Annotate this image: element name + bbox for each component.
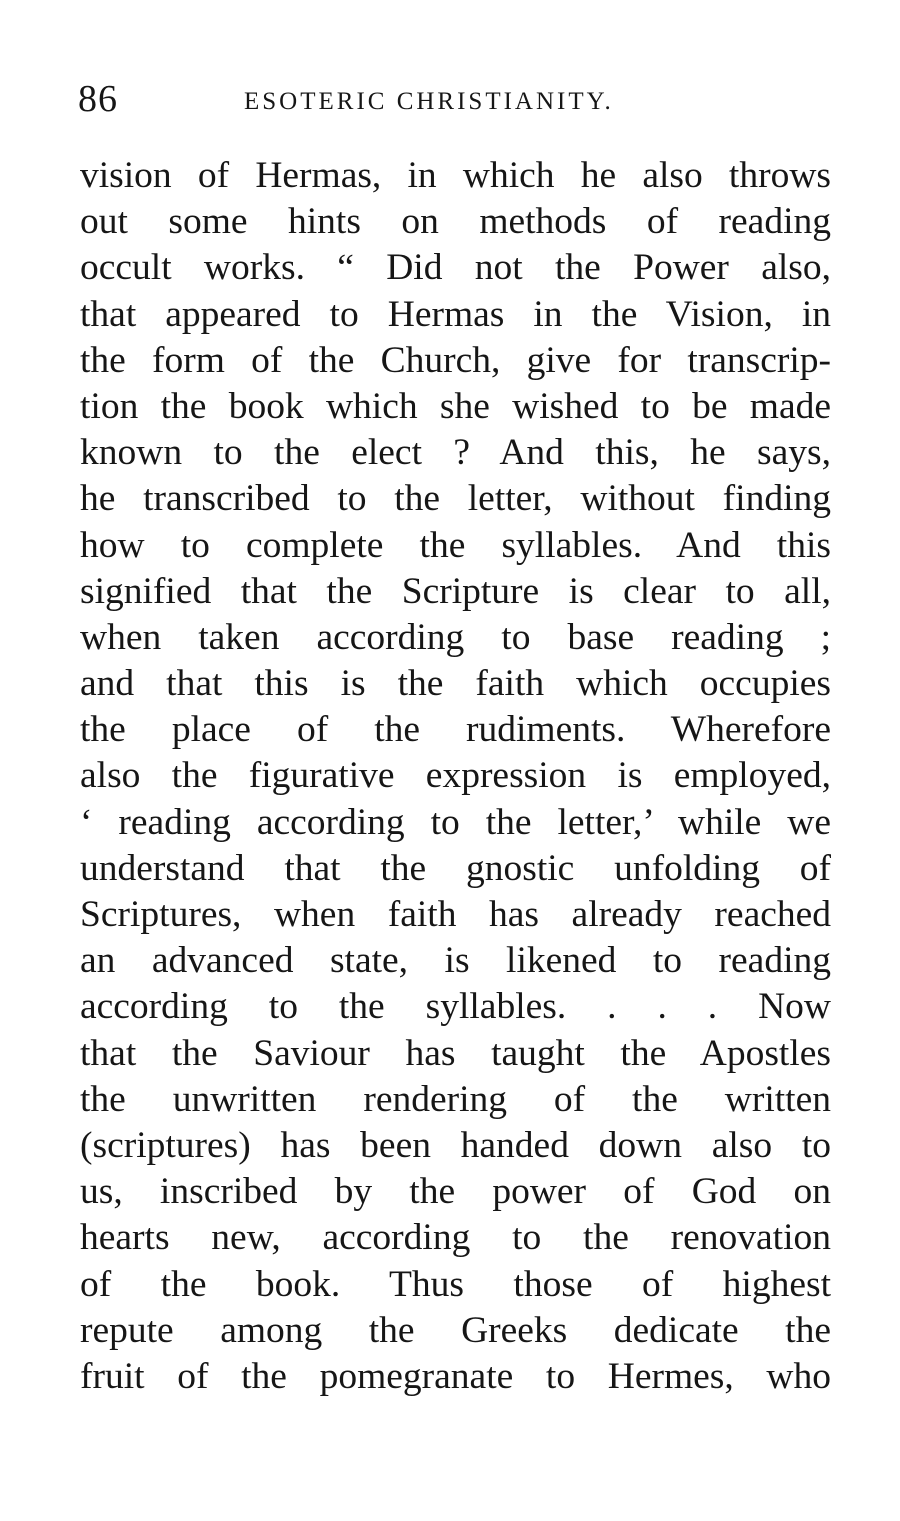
text-line: hearts new, according to the renovation <box>80 1217 831 1259</box>
running-head <box>78 74 838 124</box>
running-title: ESOTERIC CHRISTIANITY. <box>244 88 614 115</box>
page-number: 86 <box>78 78 118 120</box>
text-line: also the figurative expression is employed, <box>80 755 831 797</box>
text-line: repute among the Greeks dedicate the <box>80 1309 831 1351</box>
text-line: he transcribed to the letter, without finding <box>80 478 831 520</box>
text-line: tion the book which she wished to be made <box>80 385 831 427</box>
text-line: when taken according to base reading ; <box>80 616 831 658</box>
text-line: signified that the Scripture is clear to all, <box>80 570 831 612</box>
text-line: Scriptures, when faith has already reached <box>80 894 831 935</box>
text-line: that the Saviour has taught the Apostles <box>80 1032 831 1074</box>
body-text <box>80 153 831 1400</box>
text-line: that appeared to Hermas in the Vision, in <box>80 293 831 335</box>
text-line: vision of Hermas, in which he also throws <box>80 155 831 196</box>
text-line: understand that the gnostic unfolding of <box>80 847 831 889</box>
text-line: an advanced state, is likened to reading <box>80 940 831 982</box>
text-line: fruit of the pomegranate to Hermes, who <box>80 1355 831 1397</box>
text-line: the form of the Church, give for transcrip- <box>80 339 831 381</box>
text-line: the place of the rudiments. Wherefore <box>80 709 831 751</box>
text-line: (scriptures) has been handed down also to <box>80 1124 831 1166</box>
text-line: the unwritten rendering of the written <box>80 1078 831 1120</box>
text-line: us, inscribed by the power of God on <box>80 1171 831 1213</box>
text-line: of the book. Thus those of highest <box>80 1263 831 1305</box>
text-line: according to the syllables. . . . Now <box>80 986 831 1028</box>
text-line: occult works. “ Did not the Power also, <box>80 247 831 289</box>
text-line: out some hints on methods of reading <box>80 201 831 243</box>
text-line: known to the elect ? And this, he says, <box>80 432 831 474</box>
text-line: and that this is the faith which occupies <box>80 663 831 705</box>
text-line: ‘ reading according to the letter,’ while we <box>80 801 831 843</box>
text-line: how to complete the syllables. And this <box>80 524 831 566</box>
